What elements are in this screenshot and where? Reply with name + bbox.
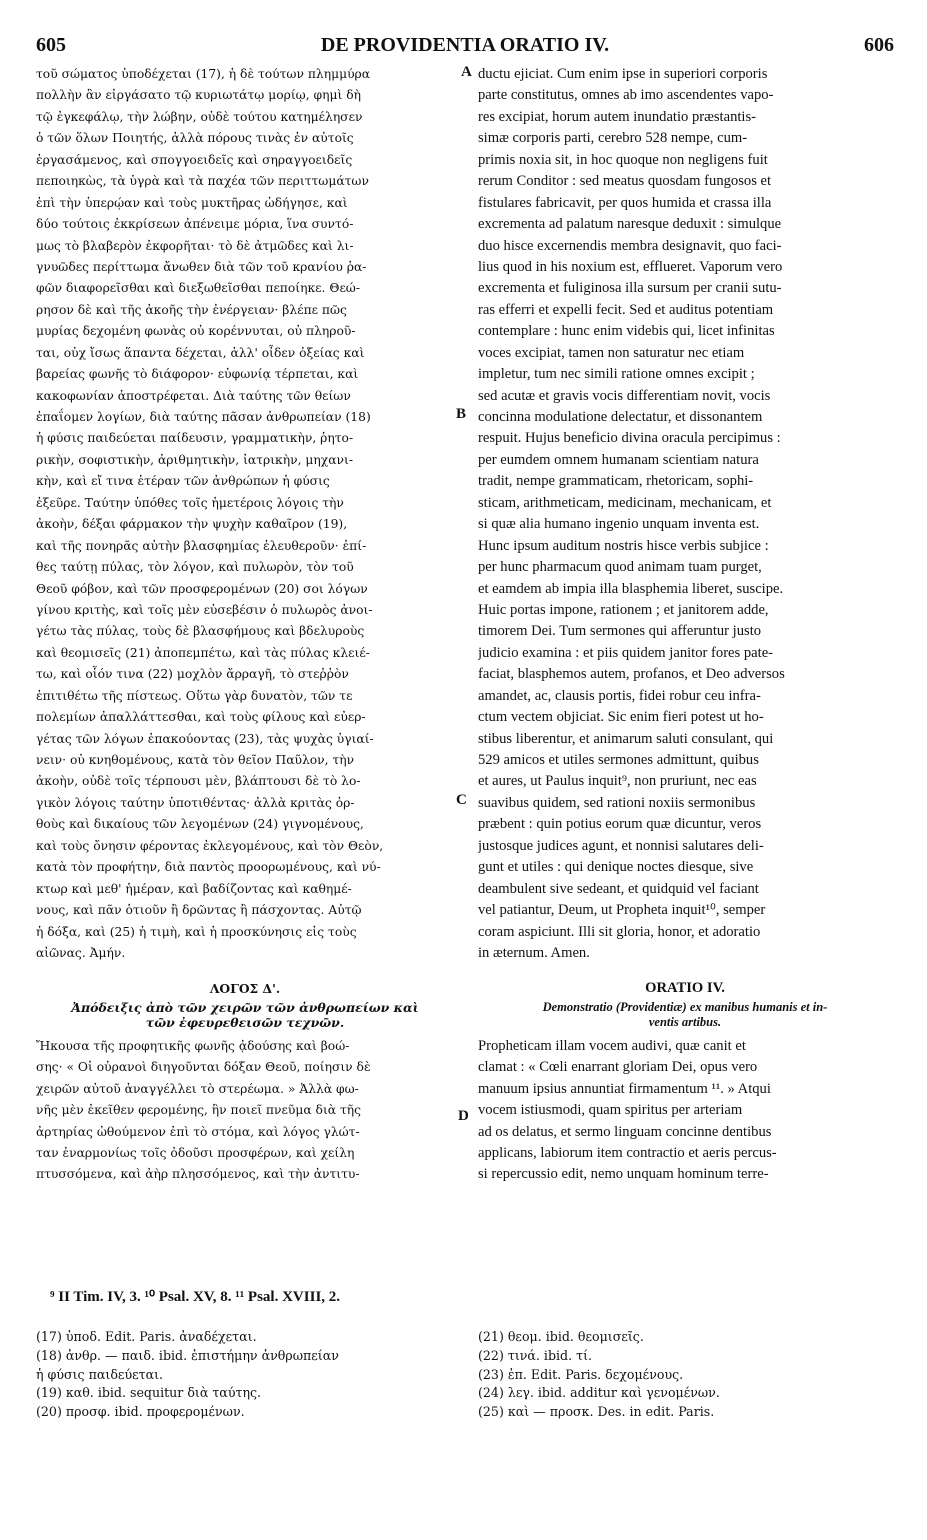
latin-text-line: et eamdem ab impia illa blasphemia liberet, suscipe. [478,580,784,597]
latin-text-line: vocem istiusmodi, quam spiritus per arteriam [478,1102,743,1119]
greek-text-line: φῶν διαφορεῖσθαι καὶ διεξωθεῖσθαι πεποίηκε. Θεώ- [36,281,360,296]
greek-heading: ΛΟΓΟΣ Δ'. [209,981,281,997]
greek-text-line: καὶ τοὺς ὄνησιν φέροντας ἐκλεγομένους, καὶ τὸν Θεὸν, [36,838,384,853]
greek-text-line: βαρείας φωνῆς τὸ διάφορον· εὐφωνίᾳ τέρπεται, καὶ [36,367,359,382]
greek-text-line: πολεμίων ἀπαλλάττεσθαι, καὶ τοὺς φίλους καὶ εὐερ- [36,710,366,725]
latin-text-line: si quæ alia humano ingenio unquam inventa est. [478,516,760,533]
page-number-right: 606 [864,34,894,56]
latin-text-line: ctum vectem objiciat. Sic enim fieri potest ut ho- [478,709,764,726]
latin-text-line: Hunc ipsum auditum nostris hisce verbis subjice : [478,537,769,554]
margin-marker-c: C [456,792,467,808]
greek-text-line: τω, καὶ οἷόν τινα (22) μοχλὸν ἄρραγῆ, τὸ στεῤῥὸν [36,667,349,682]
greek-text-line: Ἤκουσα τῆς προφητικῆς φωνῆς ᾀδούσης καὶ βοώ- [36,1038,350,1053]
latin-text-line: præbent : quin potius eorum quæ dicuntur, veros [478,816,762,833]
greek-subtitle-line-2: τῶν ἐφευρεθεισῶν τεχνῶν. [145,1014,345,1030]
footnotes-left [36,1328,456,1422]
greek-text-line: ἐπὶ τὴν ὑπερῴαν καὶ τοὺς μυκτῆρας ὡδήγησε, καὶ [36,195,348,210]
greek-text-line: γέτας τῶν λόγων ἐπακούοντας (23), τὰς ψυχὰς ὑγιαί- [36,731,374,746]
footnote: (17) ὑποδ. Edit. Paris. ἀναδέχεται. [36,1329,257,1344]
latin-heading: ORATIO IV. [645,980,725,997]
latin-text-line: excrementa ad palatum naresque deduxit : simulque [478,216,782,233]
greek-column [36,64,454,1186]
greek-text-line: καὶ τῆς πονηρᾶς αὐτὴν βλασφημίας ἐλευθεροῦν· ἐπί- [36,538,367,553]
footnote: (21) θεομ. ibid. θεομισεῖς. [478,1329,644,1344]
greek-text-line: ταν ἐναρμονίως τοῖς ὀδοῦσι προσφέρων, καὶ χείλη [36,1146,355,1160]
greek-text-line: ἀκοὴν, οὐδὲ τοῖς τέρπουσι μὲν, βλάπτουσι δὲ τὸ λο- [36,774,361,789]
greek-text-line: ἡ φύσις παιδεύεται παίδευσιν, γραμματικὴν, ῥητο- [36,431,354,446]
greek-text-line: πολλὴν ἂν εἰργάσατο τῷ κυριωτάτῳ μορίῳ, φημὶ δὴ [36,88,361,103]
latin-text-line: ad os delatus, et sermo linguam concinne dentibus [478,1123,772,1140]
greek-text-line: κὴν, καὶ εἴ τινα ἑτέραν τῶν ἀνθρώπων ἡ φύσις [36,474,330,489]
greek-text-body [36,64,454,964]
greek-text-line: ἡ δόξα, καὶ (25) ἡ τιμὴ, καὶ ἡ προσκύνησις εἰς τοὺς [36,924,357,939]
greek-text-line: γίνου κριτὴς, καὶ τοῖς μὲν εὐσεβέσιν ὁ πυλωρὸς ἀνοι- [36,602,373,617]
page-number-left: 605 [36,34,66,56]
greek-text-line: θοὺς καὶ δικαίους τῶν λεγομένων (24) γιγνομένους, [36,817,364,832]
latin-subtitle-line-1: Demonstratio (Providentiæ) ex manibus humanis et in- [542,999,828,1014]
greek-text-line: τῷ ἐγκεφάλῳ, τὴν λώβην, οὐδὲ τούτου κατημέλησεν [36,109,363,124]
latin-text-body [478,64,892,964]
latin-text-line: gunt et utiles : qui denique noctes diesque, sive [478,859,754,876]
latin-text-line: faciat, blasphemos autem, profanos, et Deo adversos [478,666,785,683]
latin-text-line: Propheticam illam vocem audivi, quæ canit et [478,1037,746,1054]
latin-text-line: impletur, tum nec simili ratione omnes excipit ; [478,366,755,383]
margin-marker-a: A [461,64,472,80]
latin-text-line: 529 amicos et utiles sermones admittunt, quibus [478,752,759,768]
latin-text-line: coram aspiciunt. Illi sit gloria, honor, et adoratio [478,923,761,940]
latin-text-line: rerum Conditor : sed meatus quosdam fungosos et [478,173,772,190]
latin-text-line: fistulares fabricavit, per quos humida et crassa illa [478,194,772,211]
greek-text-line: μως τὸ βλαβερὸν ἐκφορῆται· τὸ δὲ ἀτμῶδες καὶ λι- [36,238,354,253]
latin-text-line: Huic portas impone, rationem ; et janitorem adde, [478,601,769,618]
greek-text-line: νειν· οὐ κνηθομένους, κατὰ τὸν θεῖον Παῦλον, τὴν [36,753,355,767]
footnote: (25) καὶ — προσκ. Des. in edit. Paris. [478,1404,715,1420]
greek-text-line: ὁ τῶν ὅλων Ποιητής, ἀλλὰ πόρους τινὰς ἐν αὐτοῖς [36,131,354,146]
latin-text-line: duo hisce excernendis membra designavit, quo faci- [478,237,782,254]
greek-text-line: ἐπαΐομεν λογίων, διὰ ταύτης πᾶσαν ἀνθρωπείαν (18) [36,410,371,424]
scripture-references: ⁹ II Tim. IV, 3. ¹⁰ Psal. XV, 8. ¹¹ Psal. XVIII, 2. [50,1289,341,1305]
latin-subtitle-line-2: ventis artibus. [648,1014,722,1029]
greek-text-line: ἀρτηρίας ὠθούμενον ἐπὶ τὸ στόμα, καὶ λόγος γλώτ- [36,1124,360,1139]
greek-text-line: ἀκοὴν, δέξαι φάρμακον τὴν ψυχὴν καθαῖρον (19), [36,517,348,532]
latin-text-line: sed acutæ et gravis vocis differentiam novit, vocis [478,387,771,404]
footnote: ἡ φύσις παιδεύεται. [36,1366,164,1382]
latin-text-line: applicans, labiorum item contractio et aeris percus- [478,1145,777,1161]
greek-text-body-2 [36,1036,454,1186]
latin-text-line: timorem Dei. Tum sermones qui afferuntur justo [478,623,762,640]
running-title: DE PROVIDENTIA ORATIO IV. [320,34,610,56]
latin-text-line: si repercussio edit, nemo unquam hominum terre- [478,1166,769,1183]
greek-text-line: θες ταύτῃ πύλας, τὸν λόγον, καὶ πυλωρὸν, τὸν τοῦ [36,560,354,575]
greek-text-line: νῆς μὲν ἐκεῖθεν φερομένης, ἣν ποιεῖ πνεῦμα διὰ τῆς [36,1103,362,1118]
latin-text-line: suavibus quidem, sed rationi noxiis sermonibus [478,794,756,811]
greek-text-line: καὶ θεομισεῖς (21) ἀποπεμπέτω, καὶ τὰς πύλας κλειέ- [36,645,370,660]
latin-text-line: concinna modulatione delectatur, et dissonantem [478,409,763,425]
latin-text-line: justosque judices agunt, et nonnisi salutares deli- [478,837,764,854]
latin-text-line: res excipiat, horum autem inundatio præstantis- [478,108,757,125]
footnotes-right [478,1328,892,1422]
greek-text-line: ρησον δὲ καὶ τῆς ἀκοῆς τὴν ἐνέργειαν· βλέπε πῶς [36,302,347,317]
latin-text-line: lius quod in his noxium est, efflueret. Vaporum vero [478,258,783,275]
footnote: (20) προσφ. ibid. προφερομένων. [36,1404,245,1420]
greek-text-line: γέτω τὰς πύλας, τοὺς δὲ βλασφήμους καὶ βδελυροὺς [36,624,365,639]
greek-text-line: κακοφωνίαν ἀποστρέφεται. Διὰ ταύτης τῶν θείων [36,388,351,403]
latin-text-line: per hunc pharmacum quod animam tuam purget, [478,559,762,576]
greek-text-line: ἐργασάμενος, καὶ σπογγοειδεῖς καὶ σηραγγοειδεῖς [36,152,353,167]
greek-text-line: χειρῶν αὐτοῦ ἀναγγέλλει τὸ στερέωμα. » Ἀλλὰ φω- [36,1081,359,1096]
latin-text-line: ras efferri et expelli fecit. Sed et auditus potentiam [478,301,774,318]
greek-text-line: Θεοῦ φόβον, καὶ τῶν προσφερομένων (20) σοι λόγων [36,581,368,596]
latin-text-line: respuit. Hujus beneficio divina oracula percipimus : [478,430,781,447]
greek-text-line: ται, οὐχ ἴσως ἅπαντα δέχεται, ἀλλ' οἶδεν ὀξείας καὶ [36,345,365,360]
greek-text-line: γικὸν λόγοις ταύτην ὑποτιθέντας· ἀλλὰ κριτὰς ὀρ- [36,795,355,810]
greek-text-line: ἐπιτιθέτω τῆς πίστεως. Οὕτω γὰρ δυνατὸν, τῶν τε [36,688,353,703]
footnote: (18) ἀνθρ. — παιδ. ibid. ἐπιστήμην ἀνθρωπείαν [36,1347,339,1363]
latin-text-line: voces excipiat, tamen non saturatur nec etiam [478,344,745,361]
latin-text-line: simæ corporis parti, cerebro 528 nempe, cum- [478,130,748,147]
latin-text-line: manuum ipsius annuntiat firmamentum ¹¹. » Atqui [478,1080,771,1097]
greek-text-line: σης· « Οἱ οὐρανοὶ διηγοῦνται δόξαν Θεοῦ, ποίησιν δὲ [36,1060,371,1075]
latin-text-line: per eumdem omnem humanam scientiam natura [478,451,759,468]
greek-text-line: γνυῶδες περίττωμα ἄνωθεν διὰ τῶν τοῦ κρανίου ῥα- [36,259,367,274]
latin-text-line: parte constitutus, omnes ab imo ascendentes vapo- [478,87,774,104]
latin-text-line: primis noxia sit, in hoc quoque non negligens fuit [478,151,768,168]
latin-text-line: stibus liberentur, et animarum saluti consulant, qui [478,730,774,747]
greek-text-line: δύο τούτοις ἐκκρίσεων ἀπένειμε μόρια, ἵνα συντό- [36,217,354,232]
greek-text-line: ἐξεῦρε. Ταύτην ὑπόθες τοῖς ἡμετέροις λόγοις τὴν [36,495,344,510]
greek-subtitle-line-1: Ἀπόδειξις ἀπὸ τῶν χειρῶν τῶν ἀνθρωπείων καὶ [71,999,419,1015]
greek-text-line: πτυσσόμενα, καὶ ἀὴρ πλησσόμενος, καὶ τὴν ἀντιτυ- [36,1167,360,1182]
greek-text-line: κτωρ καὶ μεθ' ἡμέραν, καὶ βαδίζοντας καὶ καθημέ- [36,881,352,896]
latin-text-line: tradit, nempe grammaticam, rhetoricam, sophi- [478,473,754,490]
latin-text-line: deambulent sive sedeant, et quidquid vel faciant [478,880,759,897]
greek-text-line: τοῦ σώματος ὑποδέχεται (17), ἡ δὲ τούτων πλημμύρα [36,67,371,81]
greek-text-line: μυρίας δεχομένη φωνὰς οὐ κορέννυται, οὐ πληροῦ- [36,324,356,339]
latin-text-line: ductu ejiciat. Cum enim ipse in superiori corporis [478,66,768,82]
greek-text-line: ρικὴν, σοφιστικὴν, ἀριθμητικὴν, ἰατρικὴν, μηχανι- [36,452,353,467]
latin-column [478,64,892,1186]
margin-marker-b: B [456,406,467,422]
footnote: (24) λεγ. ibid. additur καὶ γενομένων. [478,1385,720,1401]
page-header [36,34,894,58]
latin-text-line: et aures, ut Paulus inquit⁹, non pruriunt, nec eas [478,773,757,790]
latin-text-line: sticam, arithmeticam, medicinam, mechanicam, et [478,494,772,511]
greek-text-line: νους, καὶ πᾶν ὁτιοῦν ἢ δρῶντας ἢ πάσχοντας. Αὐτῷ [36,903,362,918]
margin-marker-d: D [458,1108,469,1124]
latin-text-line: contemplare : hunc enim videbis qui, licet infinitas [478,323,775,340]
latin-text-line: judicio examina : et piis quidem janitor fores pate- [478,644,774,661]
footnote: (19) καθ. ibid. sequitur διὰ ταύτης. [36,1385,262,1401]
latin-text-line: amandet, ac, clausis portis, fidei robur ceu infra- [478,687,761,704]
latin-text-line: vel patiantur, Deum, ut Propheta inquit¹⁰, semper [478,902,766,919]
greek-text-line: πεποιηκὼς, τὰ ὑγρὰ καὶ τὰ παχέα τῶν περιττωμάτων [36,174,369,189]
latin-text-line: clamat : « Cœli enarrant gloriam Dei, opus vero [478,1059,758,1076]
footnote: (22) τινά. ibid. τί. [478,1347,593,1363]
greek-text-line: κατὰ τὸν προφήτην, διὰ παντὸς προορωμένους, καὶ νύ- [36,860,381,875]
footnote: (23) ἐπ. Edit. Paris. δεχομένους. [478,1366,684,1382]
latin-text-line: in æternum. Amen. [478,944,590,961]
latin-text-line: excrementa et fuliginosa illa sursum per cranii sutu- [478,280,782,297]
greek-text-line: αἰῶνας. Ἀμήν. [36,945,126,960]
latin-text-body-2 [478,1036,892,1186]
